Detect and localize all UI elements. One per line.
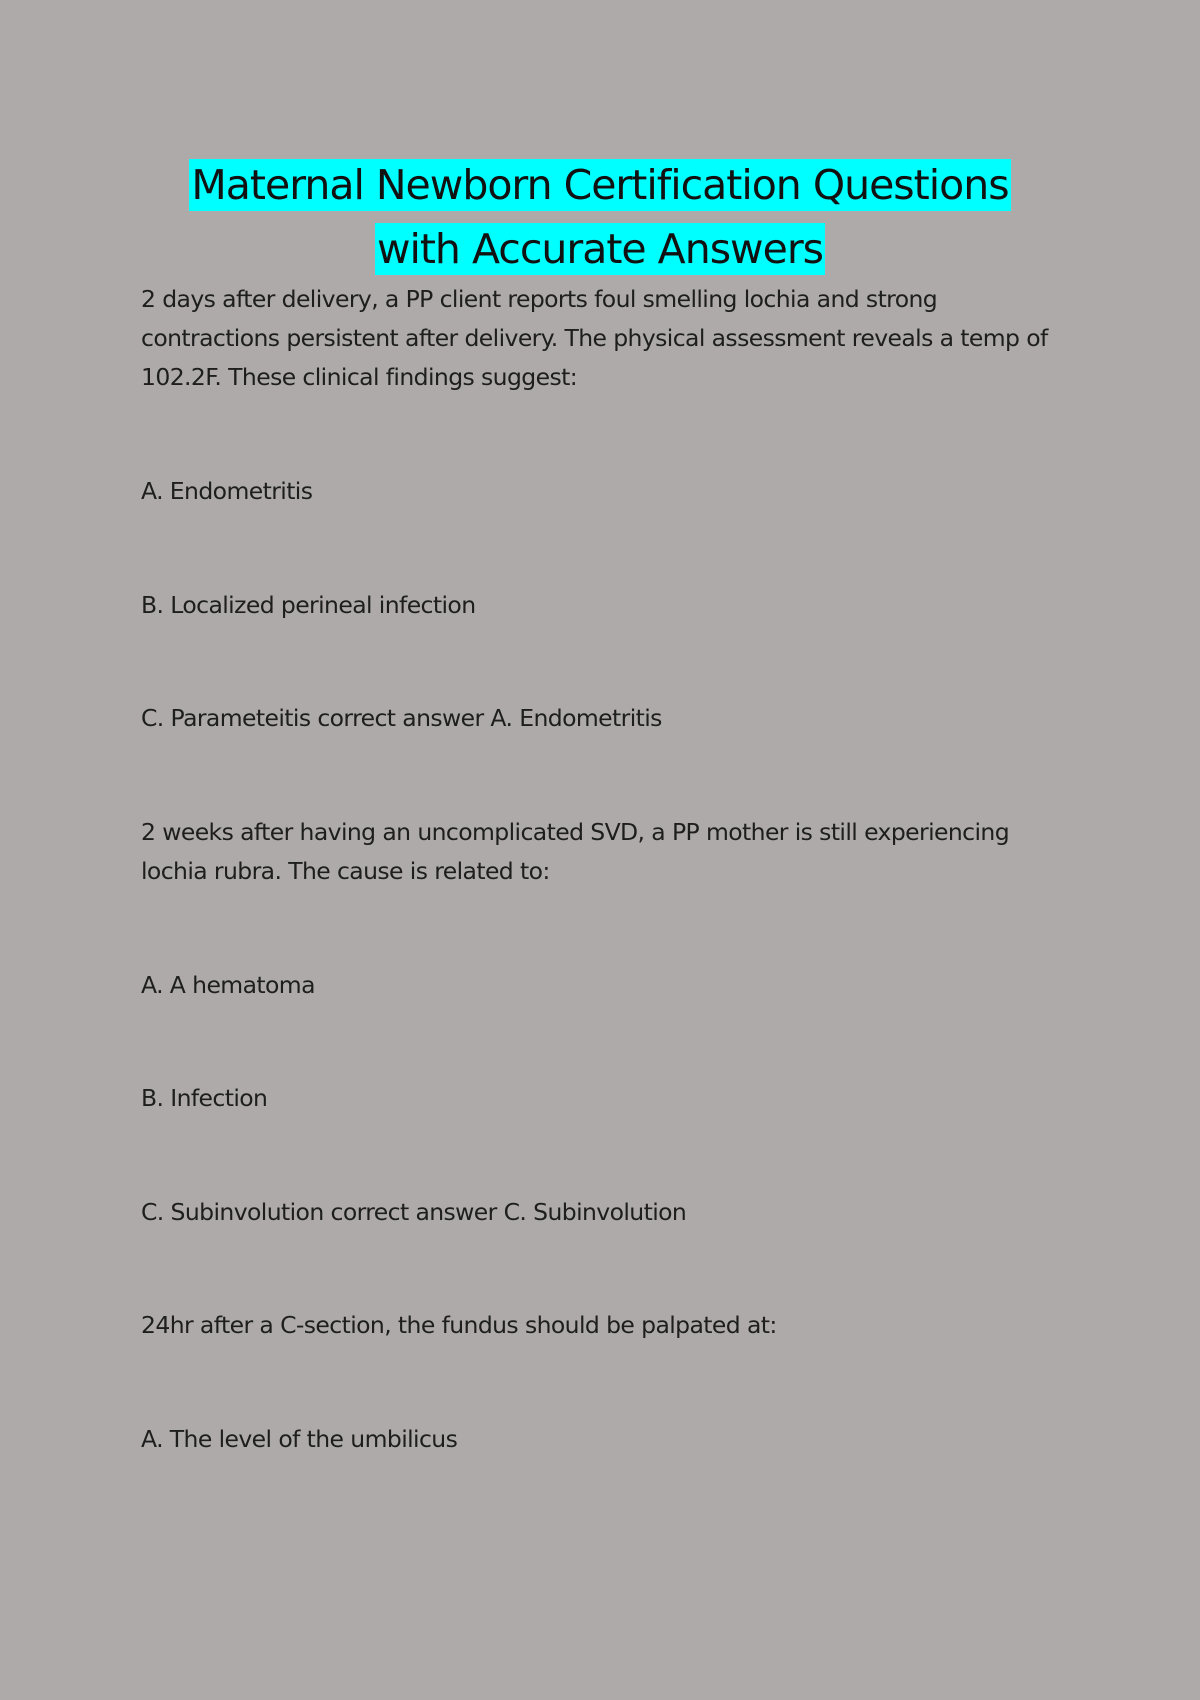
question-2-option-a: A. A hematoma [141, 971, 315, 999]
question-1-text: 2 days after delivery, a PP client reports foul smelling lochia and strong contractions persistent after delivery. The physical assessment reveals a temp of 102.2F. These clinical findings suggest: [141, 285, 1048, 391]
question-1-option-a: A. Endometritis [141, 477, 313, 505]
question-3-text: 24hr after a C-section, the fundus should be palpated at: [141, 1311, 777, 1339]
question-2-option-b: B. Infection [141, 1084, 268, 1112]
question-1-option-b: B. Localized perineal infection [141, 591, 476, 619]
question-3-option-a: A. The level of the umbilicus [141, 1425, 458, 1453]
document-title [100, 153, 1100, 281]
question-2-text: 2 weeks after having an uncomplicated SVD, a PP mother is still experiencing lochia rubra. The cause is related to: [141, 818, 1010, 885]
question-1-option-c-answer: C. Parameteitis correct answer A. Endometritis [141, 704, 662, 732]
question-2-option-c-answer: C. Subinvolution correct answer C. Subinvolution [141, 1198, 687, 1226]
title-line-2: with Accurate Answers [376, 225, 824, 273]
title-line-1: Maternal Newborn Certification Questions [191, 161, 1009, 209]
